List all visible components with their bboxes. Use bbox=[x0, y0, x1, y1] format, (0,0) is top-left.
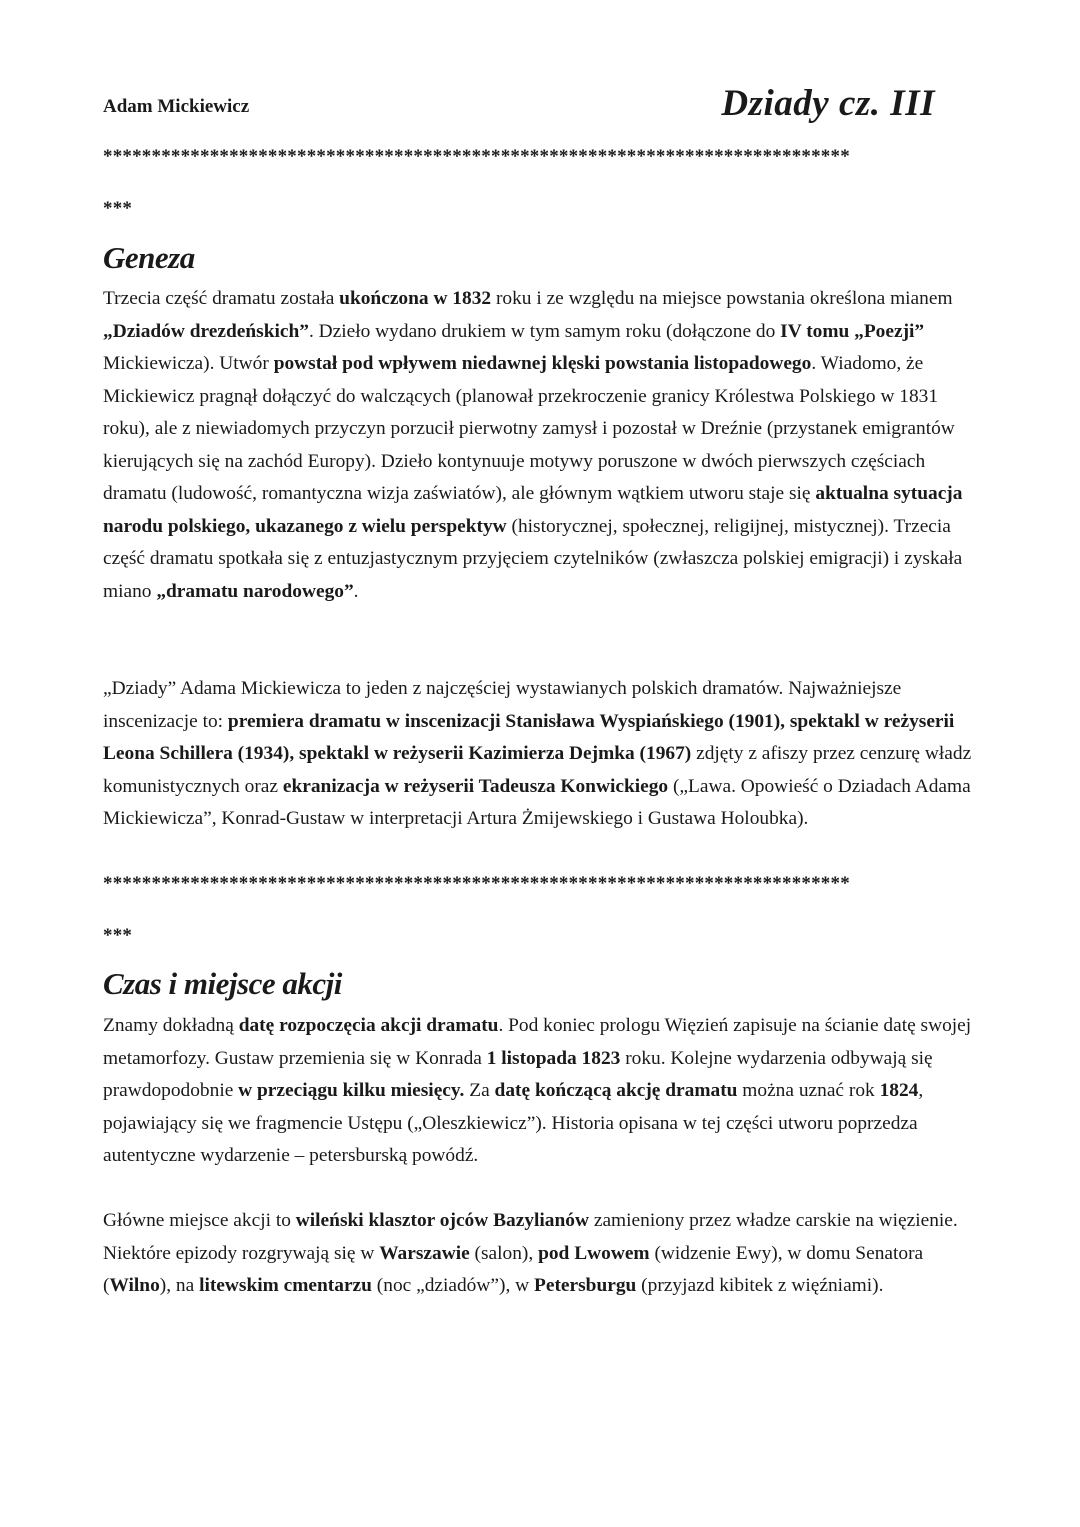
bold-text-run: datę kończącą akcję dramatu bbox=[494, 1080, 738, 1101]
text-run: . bbox=[353, 580, 359, 602]
text-run: . Dzieło wydano drukiem w tym samym roku (dołączone do bbox=[308, 320, 781, 342]
separator-line-short: *** bbox=[103, 925, 133, 946]
bold-text-run: Warszawie bbox=[379, 1242, 470, 1264]
bold-text-run: IV tomu „Poezji” bbox=[780, 320, 925, 342]
bold-text-run: wileński klasztor ojców Bazylianów bbox=[295, 1210, 589, 1231]
bold-text-run: ekranizacja w reżyserii Tadeusza Konwickiego bbox=[282, 775, 669, 797]
paragraph bbox=[103, 283, 983, 608]
bold-text-run: pod Lwowem bbox=[538, 1242, 650, 1264]
section-title-czas-i-miejsce: Czas i miejsce akcji bbox=[103, 966, 342, 1001]
text-run: („Lawa. Opowieść o Dziadach Adama Mickiewicza”, Konrad-Gustaw w interpretacji Artura Żmijewskiego i Gustawa Holoubka). bbox=[103, 775, 971, 829]
text-run: zdjęty z afiszy przez cenzurę władz komunistycznych oraz bbox=[103, 743, 972, 797]
text-run: (noc „dziadów”), w bbox=[371, 1275, 534, 1296]
text-run: (widzenie Ewy), w domu Senatora ( bbox=[103, 1242, 924, 1296]
text-run: , pojawiający się we fragmencie Ustępu („Oleszkiewicz”). Historia opisana w tej części utworu poprzedza autentyczne wydarzenie – petersburską powódź. bbox=[103, 1080, 924, 1166]
bold-text-run: datę rozpoczęcia akcji dramatu bbox=[238, 1015, 499, 1036]
text-run: (przyjazd kibitek z więźniami). bbox=[636, 1275, 884, 1296]
document-header bbox=[103, 82, 983, 132]
bold-text-run: „dramatu narodowego” bbox=[156, 580, 354, 602]
separator-line: ***************************************************************************** bbox=[103, 146, 850, 167]
text-run: (historycznej, społecznej, religijnej, mistycznej). Trzecia część dramatu spotkała się z entuzjastycznym przyjęciem czytelników (zwłaszcza polskiej emigracji) i zyskała miano bbox=[103, 515, 963, 602]
text-run: . Pod koniec prologu Więzień zapisuje na ścianie datę swojej metamorfozy. Gustaw przemienia się w Konrada bbox=[103, 1015, 972, 1069]
text-run: Znamy dokładną bbox=[103, 1015, 239, 1036]
bold-text-run: 1824 bbox=[879, 1080, 919, 1101]
text-run: roku i ze względu na miejsce powstania określona mianem bbox=[491, 288, 953, 309]
separator-line-short: *** bbox=[103, 198, 133, 219]
bold-text-run: powstał pod wpływem niedawnej klęski powstania listopadowego bbox=[273, 353, 812, 374]
bold-text-run: Wilno bbox=[109, 1275, 160, 1296]
bold-text-run: 1 listopada 1823 bbox=[486, 1047, 621, 1069]
text-run: można uznać rok bbox=[737, 1080, 880, 1101]
bold-text-run: ukończona w 1832 bbox=[339, 288, 492, 309]
text-run: . Wiadomo, że Mickiewicz pragnął dołączyć do walczących (planował przekroczenie granicy Królestwa Polskiego w 1831 roku), ale z niewiadomych przyczyn porzucił pierwotny zamysł i pozostał w Dreźnie (przystanek emigrantów kierujących się na zachód Europy). Dzieło kontynuuje motywy poruszone w dwóch pierwszych częściach dramatu (ludowość, romantyczna wizja zaświatów), ale głównym wątkiem utworu staje się bbox=[103, 353, 955, 504]
paragraph bbox=[103, 1205, 983, 1303]
bold-text-run: Petersburgu bbox=[534, 1275, 637, 1296]
text-run: Trzecia część dramatu została bbox=[103, 288, 340, 309]
separator-line: ***************************************************************************** bbox=[103, 873, 850, 894]
text-run: roku. Kolejne wydarzenia odbywają się prawdopodobnie bbox=[103, 1047, 933, 1101]
text-run: zamieniony przez władze carskie na więzienie. Niektóre epizody rozgrywają się w bbox=[103, 1210, 958, 1264]
paragraph bbox=[103, 673, 983, 836]
text-run: Mickiewicza). Utwór bbox=[103, 353, 274, 374]
document-title: Dziady cz. III bbox=[721, 83, 935, 124]
text-run: Główne miejsce akcji to bbox=[103, 1210, 296, 1231]
bold-text-run: litewskim cmentarzu bbox=[199, 1275, 372, 1296]
bold-text-run: premiera dramatu w inscenizacji Stanisława Wyspiańskiego (1901), spektakl w reżyserii Leona Schillera (1934), spektakl w reżyserii Kazimierza Dejmka (1967) bbox=[103, 710, 955, 764]
text-run: Za bbox=[464, 1080, 495, 1101]
bold-text-run: „Dziadów drezdeńskich” bbox=[103, 320, 309, 342]
text-run: „Dziady” Adama Mickiewicza to jeden z najczęściej wystawianych polskich dramatów. Najważniejsze inscenizacje to: bbox=[103, 678, 902, 732]
author-name: Adam Mickiewicz bbox=[103, 96, 250, 117]
paragraph bbox=[103, 1010, 983, 1173]
bold-text-run: aktualna sytuacja narodu polskiego, ukazanego z wielu perspektyw bbox=[103, 483, 963, 537]
text-run: ), na bbox=[159, 1275, 200, 1296]
section-title-geneza: Geneza bbox=[103, 240, 195, 275]
text-run: (salon), bbox=[469, 1242, 539, 1264]
bold-text-run: w przeciągu kilku miesięcy. bbox=[238, 1080, 465, 1101]
